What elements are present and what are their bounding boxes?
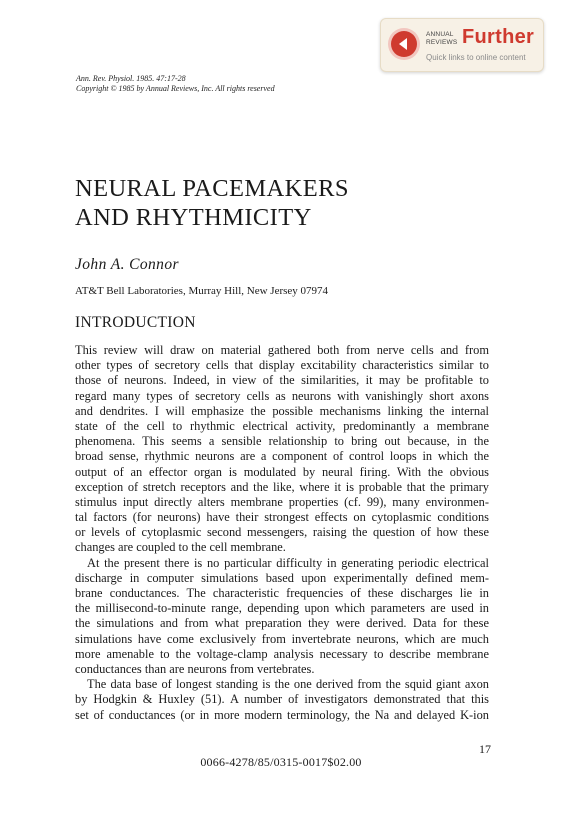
issn-code: 0066-4278/85/0315-0017$02.00 [200, 755, 362, 769]
left-arrow-circle-icon [391, 31, 417, 57]
author-affiliation: AT&T Bell Laboratories, Murray Hill, New Jersey 07974 [75, 285, 329, 297]
journal-citation [76, 74, 275, 94]
body-line: changes are coupled to the cell membrane. [75, 540, 286, 555]
body-line: This review will draw on material gathered both from nerve cells and from [75, 343, 489, 357]
section-heading: INTRODUCTION [75, 314, 196, 331]
citation-line-1: Ann. Rev. Physiol. 1985. 47:17-28 [76, 74, 186, 83]
body-line: exception of stretch receptors and the like, where it is probable that the primary [75, 479, 489, 494]
body-line: output of an effector organ is modulated by neural firing. With the obvious [75, 464, 489, 479]
body-line: by Hodgkin & Huxley (51). A number of investigators demonstrated that this [75, 692, 489, 707]
body-line: the simulations and from what preparation they were derived. Data for these [75, 616, 489, 631]
body-line: brane conductances. The characteristic frequencies of these discharges lie in [75, 586, 489, 600]
body-line: set of conductances (or in more modern terminology, the Na and delayed K-ion [75, 707, 489, 722]
body-line: The data base of longest standing is the one derived from the squid giant axon [87, 677, 489, 692]
body-line: and dendrites. I will emphasize the possible mechanisms linking the internal [75, 403, 489, 418]
title-line-2: AND RHYTHMICITY [75, 204, 312, 231]
author-name: John A. Connor [75, 256, 179, 273]
article-title [75, 174, 349, 232]
body-line: tal factors (for neurons) have their strongest effects on cytoplasmic conditions [75, 510, 489, 525]
page-number: 17 [479, 742, 491, 756]
badge-tagline: Quick links to online content [426, 53, 526, 62]
body-line: more amenable to the voltage-clamp analysis necessary to describe membrane [75, 646, 489, 661]
badge-publisher-label [426, 31, 457, 46]
badge-further-word: Further [462, 26, 535, 48]
body-line: At the present there is no particular difficulty in generating periodic electrical [87, 555, 489, 570]
body-line: regard many types of secretory cells as neurons with vanishingly short axons [75, 388, 489, 403]
body-line: conductances than are neurons from vertebrates. [75, 661, 315, 676]
title-line-1: NEURAL PACEMAKERS [75, 175, 349, 202]
body-line: stimulus input directly alters membrane properties (cf. 99), many environmen- [75, 494, 489, 509]
citation-line-2: Copyright © 1985 by Annual Reviews, Inc. All rights reserved [76, 84, 275, 93]
body-line: or levels of cytoplasmic second messengers, raising the question of how these [75, 525, 489, 540]
body-line: state of the cell to rhythmic electrical activity, predominantly a membrane [75, 418, 489, 433]
badge-line2: REVIEWS [426, 38, 458, 46]
body-line: broad sense, rhythmic neurons are a component of control loops in which the [75, 449, 489, 464]
badge-line1: ANNUAL [426, 31, 454, 38]
body-line: discharge in computer simulations based upon experimentally defined mem- [75, 570, 489, 585]
body-line: phenomena. This seems a sensible relationship to bring out because, in the [75, 434, 489, 449]
body-line: simulations have come exclusively from invertebrate neurons, which are much [75, 631, 489, 646]
body-line: other types of secretory cells that display excitability characteristics similar to [75, 358, 489, 373]
body-line: those of neurons. Indeed, in view of the similarities, it may be profitable to [75, 373, 489, 388]
annual-reviews-further-badge[interactable] [380, 18, 544, 72]
body-text [75, 343, 489, 723]
body-line: the millisecond-to-minute range, depending upon which parameters are used in [75, 601, 489, 616]
